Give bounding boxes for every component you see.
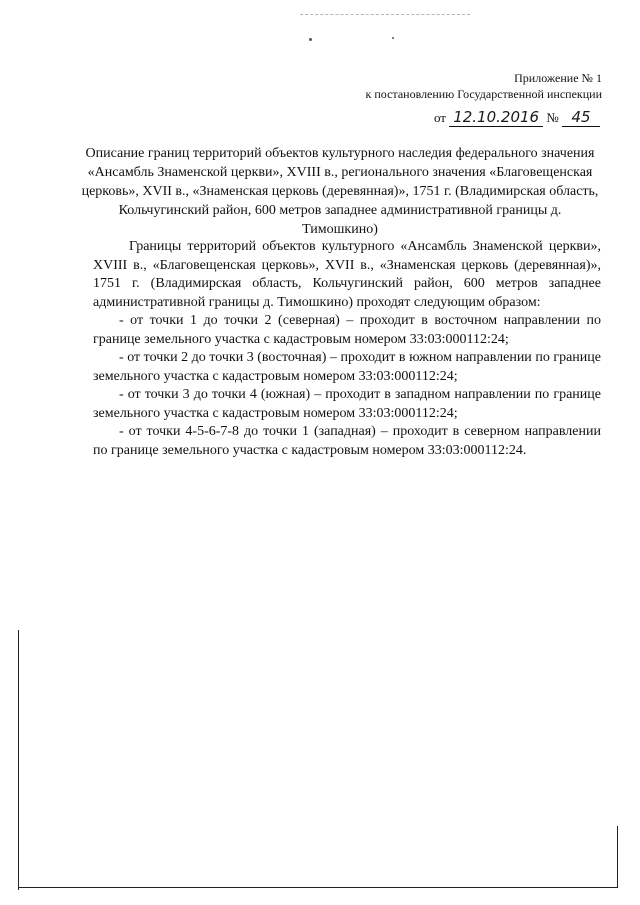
date-number-line: [434, 108, 600, 127]
intro-paragraph: Границы территорий объектов культурного «Ансамбль Знаменской церкви», XVIII в., «Благовещенская церковь», XVII в., «Знаменская церковь (деревянная)», 1751 г. (Владимирская область, Кольчугинский район, 600 метров западнее административной границы д. Тимошкино) проходят следующим образом:: [93, 239, 601, 310]
number-prefix: №: [546, 110, 559, 125]
appendix-label: Приложение № 1: [514, 71, 602, 85]
handwritten-number: 45: [562, 108, 600, 127]
scan-border-right: [617, 826, 618, 888]
document-title: Описание границ территорий объектов культурного наследия федерального значения «Ансамбль Знаменской церкви», XVIII в., регионального значения «Благовещенская церковь», XVII в., «Знаменская церковь (деревянная)», 1751 г. (Владимирская область, Кольчугинский район, 600 метров западнее административной границы д. Тимошкино): [81, 146, 599, 237]
document-body: [93, 238, 601, 460]
scan-border-left: [18, 630, 19, 890]
boundary-item: - от точки 3 до точки 4 (южная) – проходит в западном направлении по границе земельного участка с кадастровым номером 33:03:000112:24;: [93, 387, 601, 421]
handwritten-date: 12.10.2016: [449, 108, 543, 127]
boundary-item: - от точки 2 до точки 3 (восточная) – проходит в южном направлении по границе земельного участка с кадастровым номером 33:03:000112:24;: [93, 350, 601, 384]
scan-artifact-dot: [392, 37, 394, 39]
scan-border-bottom: [18, 887, 618, 888]
scan-artifact-top: [300, 14, 470, 17]
scan-artifact-dot: [309, 38, 312, 41]
boundary-item: - от точки 4-5-6-7-8 до точки 1 (западная) – проходит в северном направлении по границе земельного участка с кадастровым номером 33:03:000112:24.: [93, 424, 601, 458]
resolution-reference: к постановлению Государственной инспекции: [365, 87, 602, 101]
date-prefix: от: [433, 110, 446, 125]
boundary-item: - от точки 1 до точки 2 (северная) – проходит в восточном направлении по границе земельного участка с кадастровым номером 33:03:000112:24;: [93, 313, 601, 347]
